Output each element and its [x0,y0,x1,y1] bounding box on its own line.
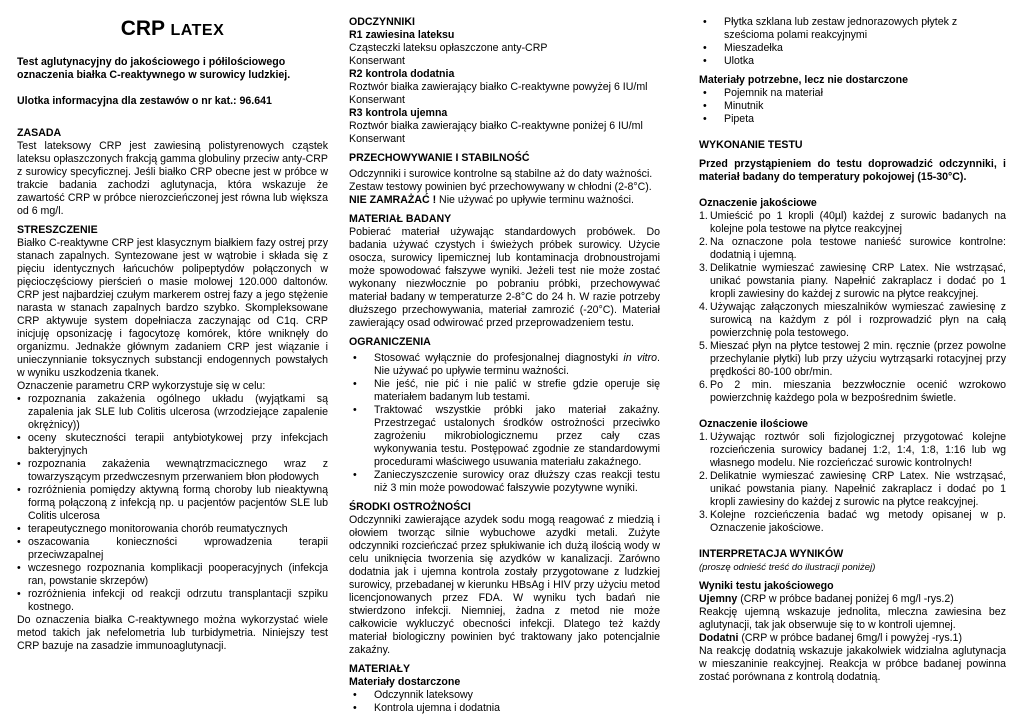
list-item: • rozróżnienia infekcji od reakcji odrzutu transplantacji szpiku kostnego. [17,588,328,614]
list-item: • oszacowania konieczności wprowadzenia terapii przeciwzapalnej [17,536,328,562]
list-item: 5. Mieszać płyn na płytce testowej 2 min. ręcznie (przez powolne przechylanie płytki) lub przy użyciu wytrząsarki rotacyjnej przy prędkości 80-100 obr/min. [699,340,1006,378]
document-title [17,16,328,44]
list-item: 3. Delikatnie wymieszać zawiesinę CRP Latex. Nie wstrząsać, unikać powstania piany. Napełnić zakraplacz i dodać po 1 kropli zawiesiny do każdej z surowic na płytce reakcyjnej. [699,262,1006,300]
list-item: 3. Kolejne rozcieńczenia badać wg metody opisanej w p. Oznaczenie jakościowe. [699,509,1006,534]
section-zasada: ZASADA [17,127,62,139]
closing-text: Do oznaczenia białka C-reaktywnego można wykorzystać wiele metod takich jak nefelometria lub turbidymetria. Niniejszy test CRP bazuje na zasadzie immunoaglutynacji. [17,614,328,652]
negative-line: Ujemny (CRP w próbce badanej poniżej 6 mg/l -rys.2) [699,593,954,605]
leaflet-catalog: Ulotka informacyjna dla zestawów o nr kat.: 96.641 [17,95,272,107]
r2-preservative: Konserwant [349,94,405,106]
storage-line-3: NIE ZAMRAŻAĆ ! Nie używać po upływie terminu ważności. [349,194,634,206]
not-supplied-list [699,87,1006,126]
not-supplied-heading: Materiały potrzebne, lecz nie dostarczone [699,74,908,86]
list-item: 1. Umieścić po 1 kropli (40µl) każdej z surowic badanych na kolejne pola testowe na płytce reakcyjnej [699,210,1006,235]
list-item: • rozpoznania zakażenia wewnątrzmacicznego wraz z towarzyszącym przedwczesnym przerwaniem błon płodowych [17,458,328,484]
uses-intro: Oznaczenie parametru CRP wykorzystuje się w celu: [17,380,266,392]
supplied-list-continued [699,16,1006,68]
qualitative-heading: Oznaczenie jakościowe [699,197,817,209]
streszczenie-text: Białko C-reaktywne CRP jest klasycznym białkiem fazy ostrej przy stanach zapalnych. Syntezowane jest w wątrobie i składa się z pięciu identycznych łańcuchów polipeptydów połączonych w pięcioczęściowy pierścień o masie molowej 120.000 daltonów. CRP jest najbardziej czułym markerem ostrej fazy a jego stężenie narasta w stanach zapalnych bardzo szybko. Skompleksowane CRP aktywuje system dopełniacza zaczynając od C1q. CRP inicjuję opsonizację i fagocytozę komórek, które wniknęły do organizmu. Jednakże głównym zadaniem CRP jest wiązanie i unieczynnianie toksycznych substancji endogennych powstałych w wyniku uszkodzenia tkanek. [17,237,328,379]
list-item: • Stosować wyłącznie do profesjonalnej diagnostyki in vitro. Nie używać po upływie terminu ważności. [349,352,660,378]
column-3 [699,16,1006,684]
list-item: 1. Używając roztwór soli fizjologicznej przygotować kolejne rozcieńczenia surowicy badanej 1:2, 1:4, 1:8, 1:16 lub wg własnego modelu. Nie rozcieńczać surowic kontrolnych! [699,431,1006,469]
column-2 [349,16,660,715]
procedure-note: Przed przystąpieniem do testu doprowadzić odczynniki, i materiał badany do temperatury pokojowej (15-30°C). [699,158,1006,183]
list-item: • Mieszadełka [699,42,1006,55]
list-item: • Zanieczyszczenie surowicy oraz dłuższy czas reakcji testu niż 3 min może powodować fałszywie pozytywne wyniki. [349,469,660,495]
supplied-heading: Materiały dostarczone [349,676,461,688]
list-item: • Odczynnik lateksowy [349,689,660,702]
results-heading: Wyniki testu jakościowego [699,580,834,592]
do-not-freeze: NIE ZAMRAŻAĆ ! [349,194,437,206]
list-item: • oceny skuteczności terapii antybiotykowej przy infekcjach bakteryjnych [17,432,328,458]
limitations-list [349,352,660,495]
uses-list [17,393,328,614]
section-interpretacja: INTERPRETACJA WYNIKÓW [699,548,844,560]
r1-heading: R1 zawiesina lateksu [349,29,455,41]
section-wykonanie: WYKONANIE TESTU [699,139,803,151]
list-item: 2. Delikatnie wymieszać zawiesinę CRP Latex. Nie wstrząsać, unikać powstania piany. Napełnić zakraplacz i dodać po 1 kropli zawiesiny do każdej z surowic na płytce reakcyjnej. [699,470,1006,508]
r1-preservative: Konserwant [349,55,405,67]
supplied-list [349,689,660,715]
qualitative-steps [699,210,1006,405]
zasada-text: Test lateksowy CRP jest zawiesiną polistyrenowych cząstek lateksu opłaszczonych frakcją gamma globuliny przeciw anty-CRP z surowicy specyficznej. Jeśli białko CRP obecne jest w próbce w trakcie badania zachodzi aglutynacja, która wskazuje że zawartość CRP w próbce nierozcieńczonej jest równa lub większa od 6 mg/l. [17,140,328,217]
section-streszczenie: STRESZCZENIE [17,224,98,236]
positive-line: Dodatni (CRP w próbce badanej 6mg/l i powyżej -rys.1) [699,632,962,644]
storage-line-1: Odczynniki i surowice kontrolne są stabilne aż do daty ważności. [349,168,653,180]
list-item: • Pipeta [699,113,1006,126]
list-item: 6. Po 2 min. mieszania bezzwłocznie ocenić wzrokowo powierzchnię każdego pola w bezpośrednim świetle. [699,379,1006,404]
storage-line-2: Zestaw testowy powinien być przechowywany w chłodni (2-8°C). [349,181,652,193]
column-1 [17,16,328,653]
list-item: • rozpoznania zakażenia ogólnego układu (wyjątkami są zapalenia jak SLE lub Colitis ulcerosa (wrzodziejące zapalenie okrężnicy)) [17,393,328,432]
quantitative-steps [699,431,1006,535]
section-ograniczenia: OGRANICZENIA [349,336,431,348]
section-odczynniki: ODCZYNNIKI [349,16,415,28]
material-text: Pobierać materiał używając standardowych probówek. Do badania używać czystych i świeżych próbek surowicy. Użycie osocza, surowicy lipemicznej lub kontaminacja drobnoustrojami może spowodować fałszywe wyniki. Jeżeli test nie może zostać wykonany niezwłocznie po pobraniu próbki, przechowywać materiał badany w temperaturze 2-8°C do 24 h. W razie potrzeby dłuższego przechowywania, materiał zamrozić (-20°C). Materiał zawierający osad odwirować przed przeprowadzeniem testu. [349,226,660,329]
list-item: • rozróżnienia pomiędzy aktywną formą choroby lub nieaktywną formą połączoną z infekcją np. u pacjentów pacjentów SLE lub Colitis ulcerosa [17,484,328,523]
srodki-text: Odczynniki zawierające azydek sodu mogą reagować z miedzią i ołowiem tworząc silnie wybuchowe azydki metali. Zużyte odczynniki rozcieńczać przez spłukiwanie ich dużą ilością wody w celu uniknięcia tworzenia się azydków w kanalizacji. Zarówno dodatnia jak i ujemna kontrola zostały przygotowane z ludzkiej surowicy, przebadanej w kierunku HBsAg i HIV przy użyciu metod licencjonowanych przez FDA. W wyniku tych badań nie stwierdzono infekcji. Niemniej, żadna z metod nie może całkowicie wykluczyć obecności infekcji. Dlatego też każdy materiał biologiczny powinien być traktowany jako potencjalnie zakaźny. [349,514,660,656]
section-srodki: ŚRODKI OSTROŻNOŚCI [349,501,471,513]
title-main: CRP [120,17,165,40]
section-materialy: MATERIAŁY [349,663,411,675]
section-przechowywanie: PRZECHOWYWANIE I STABILNOŚĆ [349,152,530,164]
list-item: • Ulotka [699,55,1006,68]
positive-desc: Na reakcję dodatnią wskazuje jakakolwiek widzialna aglutynacja w mieszaninie reakcyjnej. Reakcja w próbce badanej powinna zostać porównana z kontrolą dodatnią. [699,645,1006,683]
r2-desc: Roztwór białka zawierający białko C-reaktywne powyżej 6 IU/ml [349,81,648,93]
list-item: 4. Używając załączonych mieszalników wymieszać zawiesinę z surowicą na każdym z pól i rozprowadzić płyn na całą powierzchnię pola testowego. [699,301,1006,339]
r3-preservative: Konserwant [349,133,405,145]
list-item: • terapeutycznego monitorowania chorób reumatycznych [17,523,328,536]
list-item: • wczesnego rozpoznania komplikacji pooperacyjnych (infekcja ran, powstanie skrzepów) [17,562,328,588]
section-material: MATERIAŁ BADANY [349,213,452,225]
r1-desc: Cząsteczki lateksu opłaszczone anty-CRP [349,42,548,54]
r3-heading: R3 kontrola ujemna [349,107,448,119]
title-latex: LATEX [170,22,225,39]
intro-text: Test aglutynacyjny do jakościowego i półilościowego oznaczenia białka C-reaktywnego w surowicy ludzkiej. [17,56,291,81]
negative-desc: Reakcję ujemną wskazuje jednolita, mleczna zawiesina bez aglutynacji, tak jak obserwuje się to w kontroli ujemnej. [699,606,1006,631]
quantitative-heading: Oznaczenie ilościowe [699,418,808,430]
r3-desc: Roztwór białka zawierający białko C-reaktywne poniżej 6 IU/ml [349,120,643,132]
list-item: 2. Na oznaczone pola testowe nanieść surowice kontrolne: dodatnią i ujemną. [699,236,1006,261]
list-item: • Minutnik [699,100,1006,113]
list-item: • Traktować wszystkie próbki jako materiał zakaźny. Przestrzegać ustalonych środków ostrożności przeciwko zagrożeniu mikrobiologicznemu przez cały czas wykonywania testu. Postępować zgodnie ze standardowymi procedurami właściwego usuwania materiału zakaźnego. [349,404,660,469]
list-item: • Kontrola ujemna i dodatnia [349,702,660,715]
r2-heading: R2 kontrola dodatnia [349,68,455,80]
list-item: • Pojemnik na materiał [699,87,1006,100]
list-item: • Nie jeść, nie pić i nie palić w strefie gdzie operuje się materiałem badanym lub testami. [349,378,660,404]
interpretation-note: (proszę odnieść treść do ilustracji poniżej) [699,562,876,573]
list-item: • Płytka szklana lub zestaw jednorazowych płytek z sześcioma polami reakcyjnymi [699,16,1006,42]
